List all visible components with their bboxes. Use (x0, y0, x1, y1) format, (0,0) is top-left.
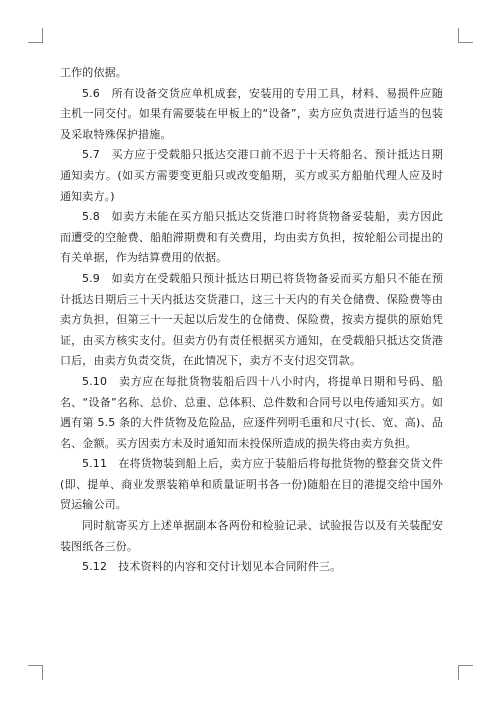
paragraph-clause-5-9: 5.9 如卖方在受载船只预计抵达日期已将货物备妥而买方船只不能在预计抵达日期后三十天内抵达交货港口，这三十天内的有关仓储费、保险费等由卖方负担，但第三十一天起以后发生的仓储费、保险费，按卖方提供的原始凭证，由买方核实支付。但卖方仍有责任根据买方通知，在受载船只抵达交货港口后，由卖方负责交货，在此情况下，卖方不支付迟交罚款。 (60, 271, 443, 368)
paragraph-clause-5-11-cont: 同时航寄买方上述单据副本各两份和检验记录、试验报告以及有关装配安装图纸各三份。 (60, 519, 443, 553)
paragraph-clause-5-8: 5.8 如卖方未能在买方船只抵达交货港口时将货物备妥装船，卖方因此而遭受的空舱费、船舶滞期费和有关费用，均由卖方负担，按轮船公司提出的有关单据，作为结算费用的依据。 (60, 210, 443, 265)
paragraph-clause-5-12: 5.12 技术资料的内容和交付计划见本合同附件三。 (82, 560, 342, 574)
paragraph-clause-5-11: 5.11 在将货物装到船上后，卖方应于装船后将每批货物的整套交货文件(即、提单、商业发票装箱单和质量证明书各一份)随船在目的港提交给中国外贸运输公司。 (60, 457, 443, 512)
paragraph-clause-5-6: 5.6 所有设备交货应单机成套，安装用的专用工具，材料、易损件应随主机一同交付。如果有需要装在甲板上的“设备”，卖方应负责进行适当的包装及采取特殊保护措施。 (60, 86, 443, 141)
crop-mark-top-left (28, 28, 43, 43)
crop-mark-bottom-right (458, 665, 473, 680)
paragraph-continuation: 工作的依据。 (60, 66, 127, 79)
paragraph-clause-5-10: 5.10 卖方应在每批货物装船后四十八小时内，将提单日期和号码、船名、“设备”名称、总价、总重、总体积、总件数和合同号以电传通知买方。如遇有第 5.5 条的大件货物及危险品，应逐件列明毛重和尺寸(长、宽、高)、品名、金额。买方因卖方未及时通知而未投保所造成的损失将由卖方负担。 (60, 374, 443, 450)
crop-mark-bottom-left (28, 665, 43, 680)
paragraph-clause-5-7: 5.7 买方应于受载船只抵达交港口前不迟于十天将船名、预计抵达日期通知卖方。(如买方需要变更船只或改变船期，买方或买方船舶代理人应及时通知卖方。) (60, 148, 443, 203)
crop-mark-top-right (458, 28, 473, 43)
document-body (60, 63, 443, 578)
